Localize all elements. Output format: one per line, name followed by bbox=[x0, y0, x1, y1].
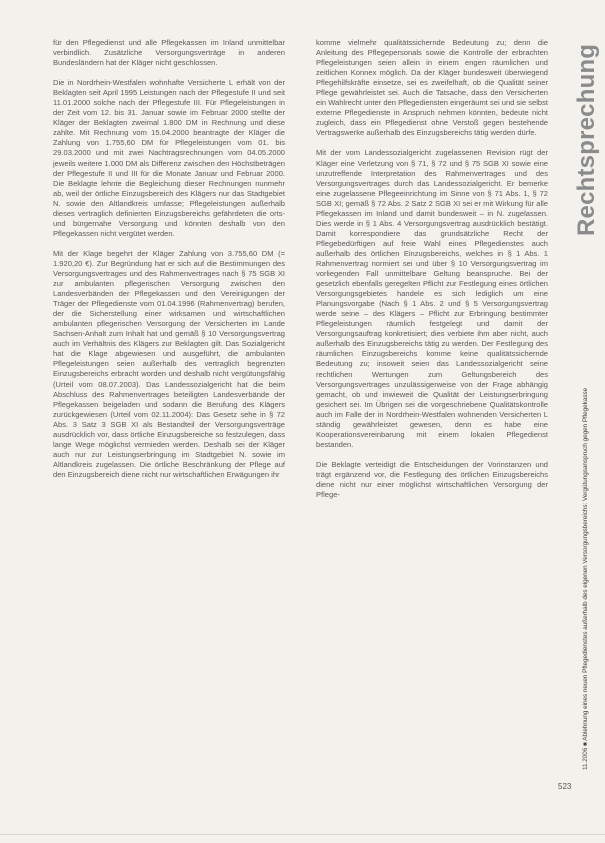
right-text-column bbox=[316, 38, 548, 500]
paragraph: für den Pflegedienst und alle Pflegekassen im Inland unmittelbar verbindlich. Zusätzliche Versorgungsverträge in anderen Bundesländern hat der Kläger nicht geschlossen. bbox=[53, 38, 285, 68]
left-text-column bbox=[53, 38, 285, 480]
section-title bbox=[560, 18, 600, 236]
page-number: 523 bbox=[558, 782, 572, 791]
running-head-text: 11.2006 ■ Ablehnung eines neuen Pflegedienstes außerhalb des eigenen Versorgungsbereichs: Vergütungsanspruch gegen Pflegekasse bbox=[582, 387, 589, 770]
page-bottom-edge bbox=[0, 834, 605, 835]
paragraph: Mit der vom Landessozialgericht zugelassenen Revision rügt der Kläger eine Verletzung von § 71, § 72 und § 75 SGB XI sowie eine unzutreffende Interpretation des Rahmenvertrages und des Versorgungsvertrages durch das Landessozialgericht. Er bemerke eine zugelassene Pflegeeinrichtung im Sinne von § 71 Abs. 1, § 72 SGB XI; gemäß § 72 Abs. 2 Satz 2 SGB XI sei er mit Wirkung für alle Pflegekassen im Inland und damit bundesweit – in N. zugelassen. Dies werde in § 1 Abs. 4 Versorgungsvertrag ausdrücklich bestätigt. Damit korrespondiere das grundsätzliche Recht der Pflegebedürftigen auf freie Wahl eines Pflegedienstes auch außerhalb des örtlichen Einzugsbereichs, welches in § 1 Abs. 1 Rahmenvertrag normiert sei und über § 10 Versorgungsvertrag im vorliegenden Fall unmittelbare Geltung beanspruche. Bei der gesetzlich ebenfalls geregelten Pflicht zur Festlegung eines örtlichen Versorgungsgebietes handele es sich lediglich um eine Planungsvorgabe (Nach § 1 Abs. 2 und § 5 Versorgungsvertrag werde seine – des Klägers – Pflicht zur Erbringung bestimmter Pflegeleistungen räumlich festgelegt und damit der Versorgungsauftrag konkretisiert; dies verbiete ihm aber nicht, auch außerhalb des Einzugsbereichs tätig zu werden. Der Festlegung des räumlichen Einzugsbereichs komme keine qualitätssichernde Bedeutung zu; insoweit seien das Landessozialgericht seine rechtlichen Wertungen zum Geltungsbereich des Versorgungsvertrages unzulässigerweise von der Frage abhängig gemacht, ob und inwieweit die Qualität der Leistungserbringung gesichert sei. Im Übrigen sei die vorgeschriebene Qualitätskontrolle auch im Falle der in Nordrhein-Westfalen wohnenden Versicherten L ständig gewährleistet gewesen, denn es habe eine Kooperationsvereinbarung mit einem lokalen Pflegedienst bestanden. bbox=[316, 148, 548, 449]
running-head bbox=[572, 387, 589, 770]
paragraph: Mit der Klage begehrt der Kläger Zahlung von 3.755,60 DM (= 1.920,20 €). Zur Begründung hat er sich auf die Bestimmungen des Versorgungsvertrages und des Rahmenvertrages nach § 75 SGB XI zur ambulanten pflegerischen Versorgung zwischen den Landesverbänden der Pflegekassen und den Vereinigungen der Träger der Pflegedienste vom 01.04.1996 (Rahmenvertrag) berufen, der die Sicherstellung einer wirksamen und wirtschaftlichen ambulanten pflegerischen Versorgung der Versicherten im Lande Sachsen-Anhalt zum Inhalt hat und gemäß § 10 Versorgungsvertrag auch im Verhältnis des Klägers zur Beklagten gilt. Das Sozialgericht hat die Klage abgewiesen und ausgeführt, die ambulanten Pflegeleistungen seien außerhalb des vertraglich begrenzten Einzugsbereichs erbracht worden und deshalb nicht vergütungsfähig (Urteil vom 08.07.2003). Das Landessozialgericht hat die beim Abschluss des Rahmenvertrages beteiligten Landesverbände der Pflegekassen beigeladen und sodann die Berufung des Klägers zurückgewiesen (Urteil vom 02.11.2004): Das Gesetz sehe in § 72 Abs. 3 Satz 3 SGB XI als Bestandteil der Versorgungsverträge ausdrücklich vor, dass örtliche Einzugsbereiche so festzulegen, dass lange Wege möglichst vermieden werden. Deshalb sei der Kläger auch nur zur Leistungserbringung im Stadtgebiet N. sowie im Altlandkreis zugelassen. Die örtliche Beschränkung der Pflege auf den Einzugsbereich diene nicht nur wirtschaftlichen Erwägungen ihr bbox=[53, 248, 285, 479]
paragraph: komme vielmehr qualitätssichernde Bedeutung zu; denn die Anleitung des Pflegepersonals sowie die Kontrolle der erbrachten Pflegeleistungen seien allein in einem engen räumlichen und zeitlichen Konnex möglich. Da der Kläger bundesweit überwiegend Pflegehilfskräfte einsetze, sei es zweifelhaft, ob die Qualität seiner Pflege gewährleistet sei. Auch die Tatsache, dass den Versicherten ein Wahlrecht unter den Pflegediensten eingeräumt sei und sie selbst externe Pflegedienste in Anspruch nehmen könnten, bedeute nicht zugleich, dass ein Pflegedienst ohne Verstoß gegen bestehende Vertragswerke außerhalb des Einzugsbereichs tätig werden dürfe. bbox=[316, 38, 548, 138]
paragraph: Die in Nordrhein-Westfalen wohnhafte Versicherte L erhält von der Beklagten seit April 1995 Leistungen nach der Pflegestufe II und seit 11.01.2000 solche nach der Pflegestufe III. Für Pflegeleistungen in der Zeit vom 12. bis 31. Januar sowie im Februar 2000 stellte der Kläger der Beklagten zweimal 1.800 DM in Rechnung und diese zahlte. Mit Rechnung vom 15.04.2000 beantragte der Kläger die Zahlung von 1.755,60 DM für Pflegeleistungen vom 01. bis 29.03.2000 und mit zwei Nachtragsrechnungen vom 04.05.2000 jeweils weitere 1.000 DM als Differenz zwischen den Höchstbeträgen der Pflegestufe II und III für die Monate Januar und Februar 2000. Die Beklagte lehnte die Begleichung dieser Rechnungen nunmehr ab, weil der örtliche Einzugsbereich des Klägers nur das Stadtgebiet N. sowie den Altlandkreis umfasse; Pflegeleistungen außerhalb dieses vertraglich definierten Einzugsbereichs gefährdeten die orts- und bürgernahe Versorgung und könnten deshalb von den Pflegekassen nicht vergütet werden. bbox=[53, 78, 285, 238]
paragraph: Die Beklagte verteidigt die Entscheidungen der Vorinstanzen und trägt ergänzend vor, die Festlegung des örtlichen Einzugsbereichs diene nicht nur einer möglichst wirtschaftlichen Versorgung der Pflege- bbox=[316, 459, 548, 500]
section-title-text: Rechtsprechung bbox=[573, 43, 600, 236]
